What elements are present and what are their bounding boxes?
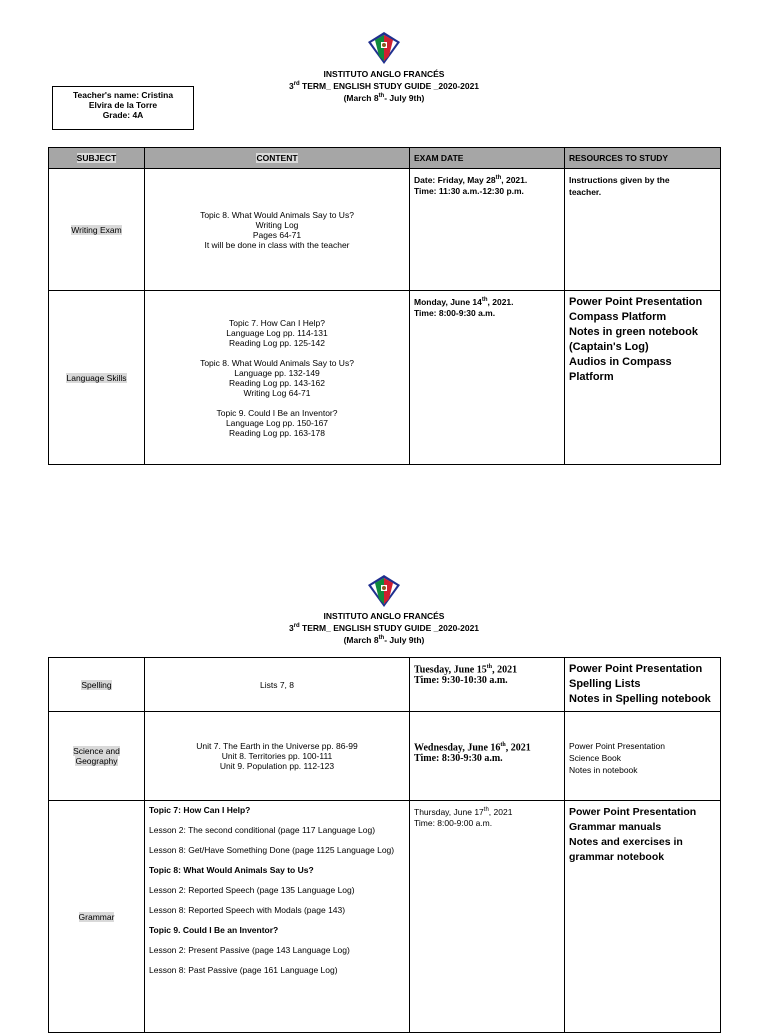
list-item: Topic 7: How Can I Help? (149, 805, 251, 815)
table-row (49, 291, 721, 465)
term-dates: (March 8th- July 9th) (343, 634, 425, 645)
resources-cell: Power Point Presentation Spelling Lists Notes in Spelling notebook (565, 658, 721, 712)
term-dates: (March 8th- July 9th) (343, 92, 425, 103)
list-item: Lesson 2: Present Passive (page 143 Language Log) (149, 945, 350, 955)
study-guide-table-2 (48, 657, 721, 1033)
teacher-info-box: Teacher's name: Cristina Elvira de la Torre Grade: 4A (52, 86, 194, 130)
subject-cell: Science and Geography (49, 712, 145, 801)
content-cell: Lists 7, 8 (145, 658, 410, 712)
content-cell: Topic 8. What Would Animals Say to Us? Writing Log Pages 64-71 It will be done in class with the teacher (145, 169, 410, 291)
term-title: 3rd TERM_ ENGLISH STUDY GUIDE _2020-2021 (288, 80, 480, 91)
subject-cell: Language Skills (49, 291, 145, 465)
content-cell: Topic 7. How Can I Help? Language Log pp. 114-131 Reading Log pp. 125-142 Topic 8. What Would Animals Say to Us? Language pp. 132-149 Reading Log pp. 143-162 Writing Log 64-71 Topic 9. Could I Be an Inventor? Language Log pp. 150-167 Reading Log pp. 163-178 (145, 291, 410, 465)
grammar-content-cell (145, 801, 410, 1033)
exam-date-cell: Monday, June 14th, 2021. Time: 8:00-9:30 a.m. (410, 291, 565, 465)
exam-date-cell: Date: Friday, May 28th, 2021. Time: 11:30 a.m.-12:30 p.m. (410, 169, 565, 291)
list-item: Topic 8: What Would Animals Say to Us? (149, 865, 314, 875)
study-guide-table-1 (48, 147, 721, 465)
list-item: Lesson 2: The second conditional (page 117 Language Log) (149, 825, 376, 835)
exam-date-cell: Thursday, June 17th, 2021 Time: 8:00-9:00 a.m. (410, 801, 565, 1033)
header-content: CONTENT (145, 148, 410, 169)
list-item: Lesson 8: Reported Speech with Modals (page 143) (149, 905, 346, 915)
table-row (49, 169, 721, 291)
subject-cell: Spelling (49, 658, 145, 712)
exam-date-cell: Wednesday, June 16th, 2021 Time: 8:30-9:30 a.m. (410, 712, 565, 801)
header-exam-date: EXAM DATE (410, 148, 565, 169)
resources-cell: Instructions given by the teacher. (565, 169, 721, 291)
term-title: 3rd TERM_ ENGLISH STUDY GUIDE _2020-2021 (288, 622, 480, 633)
school-name: INSTITUTO ANGLO FRANCÉS (323, 611, 445, 621)
resources-cell: Power Point Presentation Compass Platform Notes in green notebook (Captain's Log) Audios in Compass Platform (565, 291, 721, 465)
subject-cell: Writing Exam (49, 169, 145, 291)
resources-cell: Power Point Presentation Grammar manuals Notes and exercises in grammar notebook (565, 801, 721, 1033)
list-item: Lesson 8: Past Passive (page 161 Language Log) (149, 965, 338, 975)
table-row (49, 801, 721, 1033)
school-crest-logo (366, 573, 402, 609)
list-item: Lesson 8: Get/Have Something Done (page 1125 Language Log) (149, 845, 395, 855)
header-resources: RESOURCES TO STUDY (565, 148, 721, 169)
exam-date-cell: Tuesday, June 15th, 2021 Time: 9:30-10:30 a.m. (410, 658, 565, 712)
content-cell: Unit 7. The Earth in the Universe pp. 86-99 Unit 8. Territories pp. 100-111 Unit 9. Population pp. 112-123 (145, 712, 410, 801)
page2-header (0, 611, 768, 645)
resources-cell: Power Point Presentation Science Book Notes in notebook (565, 712, 721, 801)
subject-cell: Grammar (49, 801, 145, 1033)
list-item: Lesson 2: Reported Speech (page 135 Language Log) (149, 885, 355, 895)
table-row (49, 712, 721, 801)
school-crest-logo (366, 30, 402, 66)
list-item: Topic 9. Could I Be an Inventor? (149, 925, 279, 935)
table-row (49, 658, 721, 712)
school-name: INSTITUTO ANGLO FRANCÉS (323, 69, 445, 79)
table-header-row (49, 148, 721, 169)
header-subject: SUBJECT (49, 148, 145, 169)
